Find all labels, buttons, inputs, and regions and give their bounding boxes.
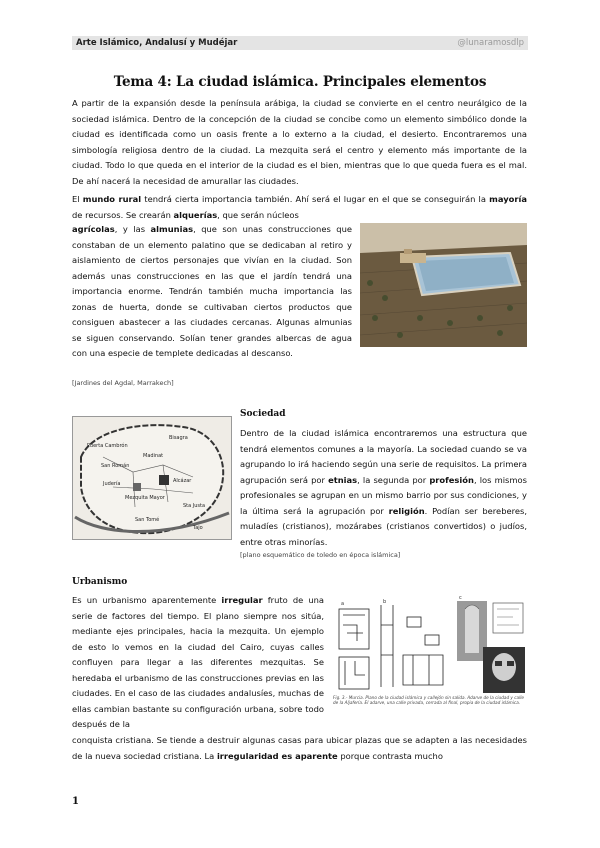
map-label: Madinat (143, 453, 164, 459)
society-heading: Sociedad (240, 409, 286, 419)
text-run: , que son unas construcciones que constaban de un elemento palatino que se dedicaban al retiro y aislamiento de ciertos personajes que vivían en la ciudad. Son además unas construcciones en las que el jardín tendrá una importancia enorme. Tendrán también mucha importancia las zonas de huerta, donde se cultivaban ciertos productos que consiguen abastecer a las ciudades cercanas. Algunas almunias se siguen conservando. Solían tener grandes albercas de agua con una especie de templete dedicadas al descanso. (72, 224, 353, 358)
urbanism-figure (333, 595, 528, 721)
bold-term: etnias (328, 474, 358, 485)
gardens-illustration (360, 223, 527, 347)
urbanism-paragraph (72, 593, 324, 733)
text-run: Dentro de la ciudad islámica encontraremos una estructura que tendrá elementos comunes a la mayoría. La sociedad cuando se va agrupando lo irá haciendo según una serie de requisitos. La primera agrupación será por (240, 428, 527, 485)
svg-text:c: c (459, 595, 462, 601)
bold-term: irregularidad es aparente (216, 750, 338, 761)
page-number: 1 (72, 796, 79, 807)
svg-text:a: a (341, 601, 345, 607)
urbanism-figure-illustration (333, 595, 528, 695)
map-label: Mezquita Mayor (125, 495, 165, 501)
bold-term: mayoría (489, 194, 527, 204)
map-label: San Román (101, 463, 130, 469)
urbanism-heading: Urbanismo (72, 577, 128, 587)
text-run: tendrá cierta importancia también. Ahí será el lugar en el que se conseguirán la (141, 194, 490, 204)
bold-term: irregular (221, 595, 263, 605)
text-run: El (72, 194, 83, 204)
svg-text:b: b (383, 599, 387, 605)
map-label: Alcázar (173, 478, 192, 484)
map-label: Judería (103, 481, 121, 487)
map-label: Puerta Cambrón (87, 443, 128, 449)
text-run: Es un urbanismo aparentemente (72, 595, 222, 605)
bold-term: almunias (150, 224, 194, 234)
map-label: San Tomé (135, 517, 160, 523)
urbanism-paragraph-continued (72, 733, 527, 764)
map-label: Tajo (193, 525, 203, 531)
society-paragraph (240, 426, 527, 550)
page-header (72, 36, 528, 50)
map-caption: [plano esquemático de toledo en época islámica] (240, 551, 401, 559)
bold-term: religión (388, 505, 425, 516)
text-run: , y las (114, 224, 151, 234)
rural-paragraph-top (72, 192, 527, 223)
text-run: porque contrasta mucho (337, 750, 443, 761)
toledo-city-map (72, 416, 232, 540)
header-author-handle: @lunaramosdlp (457, 38, 524, 48)
page-title: Tema 4: La ciudad islámica. Principales elementos (113, 74, 487, 90)
text-run: . Podían ser bereberes, muladíes (cristianos), mozárabes (cristianos convertidos) o judíos, entre otras minorías. (240, 505, 527, 547)
map-label: Bisagra (169, 435, 188, 441)
gardens-caption: [Jardines del Agdal, Marrakech] (72, 379, 174, 387)
text-run: fruto de una serie de factores del tiempo. El plano siempre nos sitúa, mediante ejes principales, hacia la mezquita. Un ejemplo de esto lo vemos en la ciudad del Cairo, cuyas calles confluyen para llegar a las diferentes mezquitas. Se heredaba el urbanismo de las construcciones previas en las ciudades. En el caso de las ciudades andalusíes, muchas de ellas cambian bastante su configuración urbana, sobre todo después de la (72, 595, 325, 729)
urbanism-figure-caption: Fig. 3.- Murcia. Plano de la ciudad islámica y callejón sin salida. Adarve de la ciudad y calle de la Aljafería. El adarve, una calle privada, cerrada al final, propia de la ciudad islámica. (333, 695, 525, 705)
toledo-map-illustration (73, 417, 231, 539)
text-run: de recursos. Se crearán (72, 209, 174, 220)
text-run: , que serán núcleos (217, 209, 299, 220)
text-run: conquista cristiana. Se tiende a destruir algunas casas para ubicar plazas que se adapten a las necesidades de la nueva sociedad cristiana. La (72, 735, 527, 761)
intro-paragraph: A partir de la expansión desde la península arábiga, la ciudad se convierte en el centro neurálgico de la sociedad islámica. Dentro de la concepción de la ciudad se concibe como un elemento simbólico donde la ciudad es identificada como un oasis frente a lo externo a la ciudad, el desierto. Encontraremos una simbología religiosa dentro de la ciudad. La mezquita será el centro y elemento más importante de la ciudad. Todo lo que queda en el interior de la ciudad es el bien, mientras que lo que queda fuera es el mal. De ahí nacerá la necesidad de amurallar las ciudades. (72, 98, 527, 186)
map-label: Sta Justa (183, 503, 206, 509)
bold-term: profesión (429, 474, 474, 485)
bold-term: alquerías (173, 209, 218, 220)
bold-term: agrícolas (72, 224, 115, 234)
text-run: , los mismos profesionales se agrupan en un mismo barrio por sus condiciones, y la última será la agrupación por (240, 474, 527, 516)
text-run: , la segunda por (357, 474, 430, 485)
bold-term: mundo rural (82, 194, 142, 204)
agdal-gardens-photo (360, 223, 527, 347)
header-course-title: Arte Islámico, Andalusí y Mudéjar (76, 38, 238, 48)
rural-paragraph-body (72, 222, 352, 362)
